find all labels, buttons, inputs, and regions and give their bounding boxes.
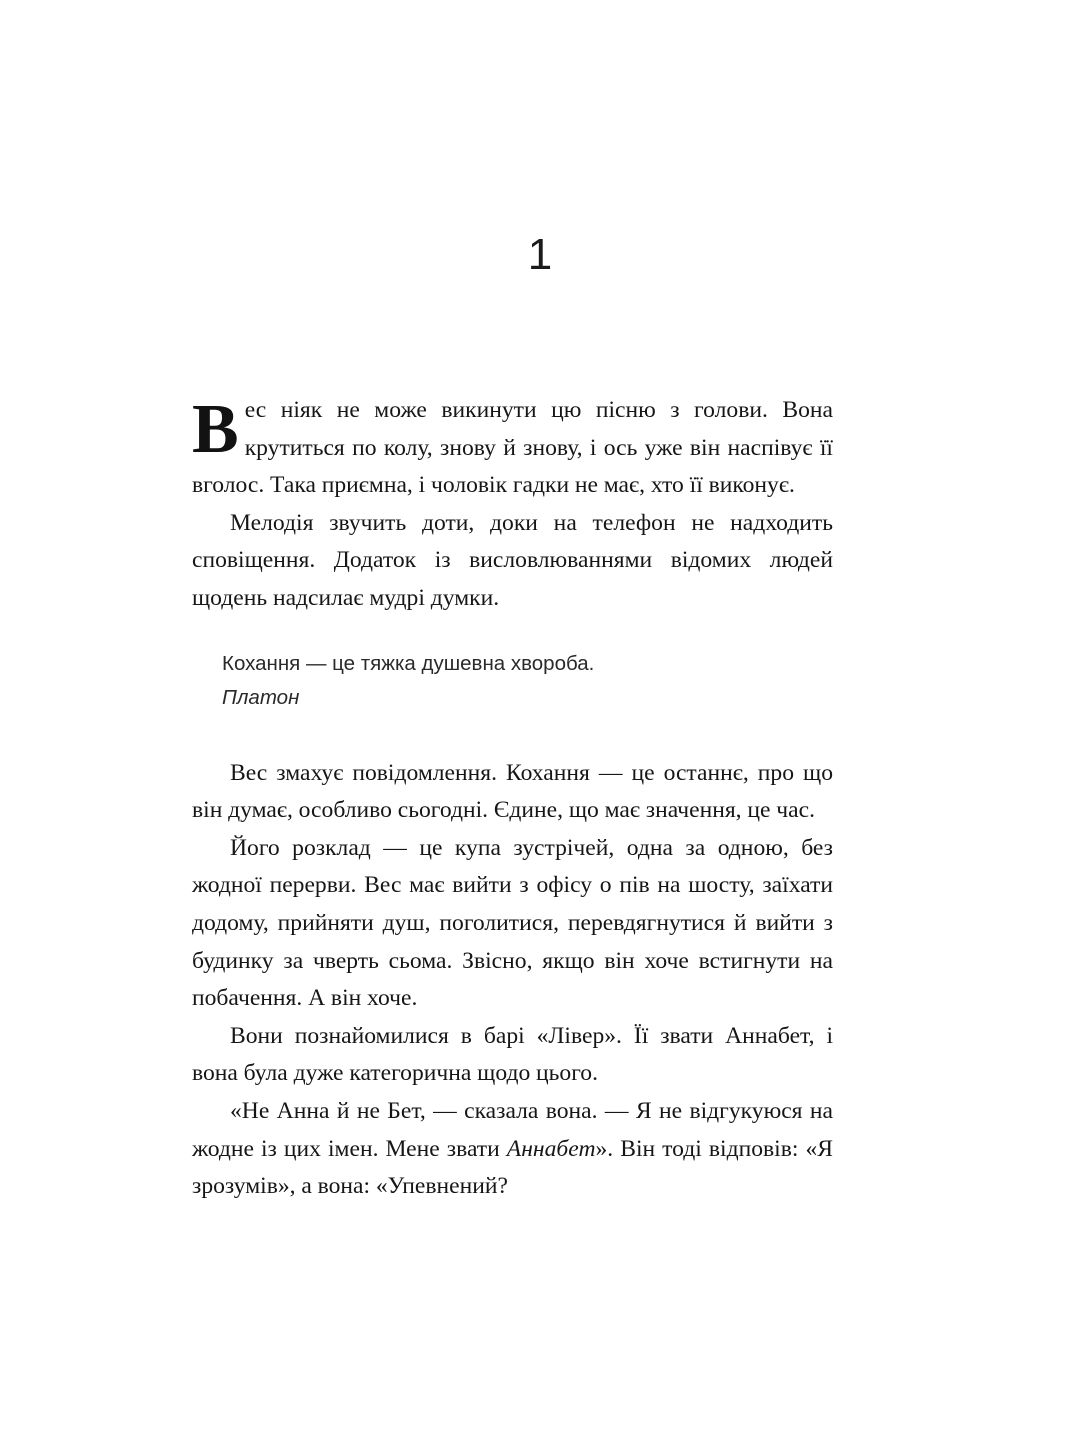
epigraph-attribution: Платон bbox=[222, 685, 300, 709]
epigraph-quote: Кохання — це тяжка душевна хвороба. bbox=[222, 651, 595, 675]
paragraph-sixth-part-1: «Не Анна й не Бет, — сказала вона. — Я не відгукуюся на жодне із цих імен. Мене звати bbox=[192, 1097, 833, 1162]
paragraph-fourth: Його розклад — це купа зустрічей, одна за одною, без жодної перерви. Вес має вийти з офісу о пів на шосту, заїхати додому, прийняти душ, поголитися, перевдягнутися й вийти з будинку за чверть сьома. Звісно, якщо він хоче встигнути на побачення. А він хоче. bbox=[192, 834, 833, 1012]
paragraph-first bbox=[192, 392, 833, 505]
paragraph-sixth-part-2: ». Він тоді відповів: «Я зрозумів», а вона: «Упевнений? bbox=[192, 1135, 833, 1200]
drop-cap-letter: В bbox=[192, 391, 239, 468]
chapter-number: 1 bbox=[527, 230, 553, 279]
body-text-column bbox=[192, 392, 833, 1206]
paragraph-fifth: Вони познайомилися в барі «Лівер». Її звати Аннабет, і вона була дуже категорична щодо цього. bbox=[192, 1022, 833, 1087]
italic-name-annabet: Аннабет bbox=[506, 1135, 596, 1162]
paragraph-first-text: ес ніяк не може викинути цю пісню з голови. Вона крутиться по колу, знову й знову, і ось уже він наспівує її вголос. Така приємна, і чоловік гадки не має, хто її виконує. bbox=[192, 397, 833, 499]
paragraph-second: Мелодія звучить доти, доки на телефон не надходить сповіщення. Додаток із висловлюваннями відомих людей щодень надсилає мудрі думки. bbox=[192, 509, 833, 611]
epigraph-block bbox=[192, 647, 833, 715]
paragraph-third: Вес змахує повідомлення. Кохання — це останнє, про що він думає, особливо сьогодні. Єдине, що має значення, це час. bbox=[192, 759, 833, 824]
paragraph-sixth bbox=[192, 1093, 833, 1206]
